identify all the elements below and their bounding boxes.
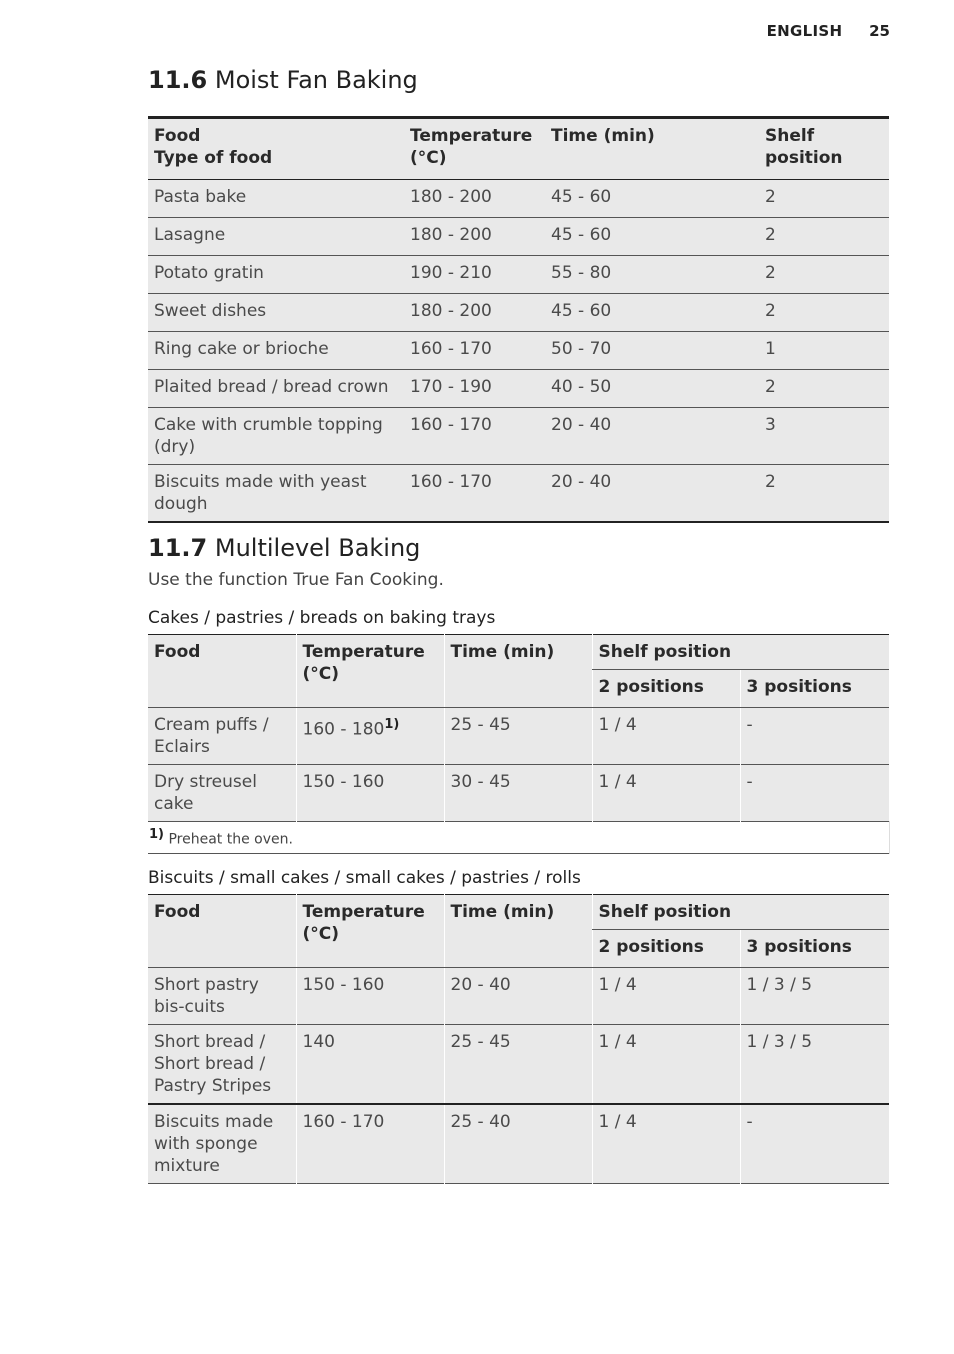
section-title	[148, 534, 889, 562]
cell-shelf: 2	[759, 218, 889, 256]
table-header-row	[148, 118, 889, 180]
cell-time: 25 - 45	[444, 708, 592, 765]
table-row	[148, 1024, 889, 1104]
cell-time: 40 - 50	[545, 370, 759, 408]
header-time: Time (min)	[444, 894, 592, 967]
cell-food: Plaited bread / bread crown	[148, 370, 404, 408]
table-row	[148, 765, 889, 822]
section-moist-fan-baking	[148, 66, 889, 523]
header-food: Food	[148, 894, 296, 967]
table-row	[148, 332, 889, 370]
temperature-value: 160 - 180	[302, 719, 385, 740]
moist-fan-baking-table	[148, 116, 889, 523]
cell-temperature: 160 - 170	[404, 465, 545, 523]
table-row	[148, 967, 889, 1024]
header-3-positions: 3 positions	[740, 929, 889, 967]
cell-3-positions: -	[740, 765, 889, 822]
cell-shelf: 3	[759, 408, 889, 465]
header-temperature: Temperature (°C)	[296, 635, 444, 708]
table-row	[148, 370, 889, 408]
header-2-positions: 2 positions	[592, 670, 740, 708]
header-food-label: Food	[154, 126, 201, 146]
table-row	[148, 1104, 889, 1184]
section-number: 11.7	[148, 534, 208, 562]
cell-temperature	[296, 708, 444, 765]
cell-temperature: 180 - 200	[404, 218, 545, 256]
cell-shelf: 2	[759, 294, 889, 332]
footnote-row	[148, 822, 889, 854]
cell-shelf: 2	[759, 180, 889, 218]
cakes-pastries-table	[148, 634, 890, 854]
section-number: 11.6	[148, 66, 208, 94]
section-intro: Use the function True Fan Cooking.	[148, 570, 444, 590]
cell-food: Sweet dishes	[148, 294, 404, 332]
table-row	[148, 256, 889, 294]
footnote-marker: 1)	[149, 827, 164, 842]
cell-time: 25 - 40	[444, 1104, 592, 1184]
cell-food: Short bread / Short bread / Pastry Stripes	[148, 1024, 296, 1104]
cell-time: 20 - 40	[545, 408, 759, 465]
cell-food: Potato gratin	[148, 256, 404, 294]
section-title-text: Multilevel Baking	[214, 534, 421, 562]
header-time: Time (min)	[545, 118, 759, 180]
cell-time: 25 - 45	[444, 1024, 592, 1104]
cell-shelf: 1	[759, 332, 889, 370]
table-subheading: Cakes / pastries / breads on baking trays	[148, 608, 496, 628]
cell-temperature: 150 - 160	[296, 765, 444, 822]
cell-food: Biscuits made with yeast dough	[148, 465, 404, 523]
header-temperature: Temperature (°C)	[404, 118, 545, 180]
table-row	[148, 294, 889, 332]
cell-shelf: 2	[759, 256, 889, 294]
header-shelf: Shelf position	[592, 635, 889, 670]
header-type-label: Type of food	[154, 148, 273, 168]
cell-food: Biscuits made with sponge mixture	[148, 1104, 296, 1184]
cell-3-positions: -	[740, 708, 889, 765]
table-row	[148, 218, 889, 256]
page-number: 25	[869, 22, 890, 40]
header-time: Time (min)	[444, 635, 592, 708]
biscuits-table	[148, 894, 889, 1184]
cell-temperature: 150 - 160	[296, 967, 444, 1024]
cell-food: Cake with crumble topping (dry)	[148, 408, 404, 465]
cell-temperature: 180 - 200	[404, 180, 545, 218]
header-shelf: Shelf position	[592, 894, 889, 929]
header-temperature: Temperature (°C)	[296, 894, 444, 967]
cell-3-positions: -	[740, 1104, 889, 1184]
cell-time: 20 - 40	[545, 465, 759, 523]
cell-time: 20 - 40	[444, 967, 592, 1024]
footnote-text: Preheat the oven.	[168, 831, 293, 848]
cell-food: Lasagne	[148, 218, 404, 256]
cell-time: 30 - 45	[444, 765, 592, 822]
cell-temperature: 180 - 200	[404, 294, 545, 332]
cell-2-positions: 1 / 4	[592, 708, 740, 765]
section-title-text: Moist Fan Baking	[214, 66, 418, 94]
header-shelf: Shelf position	[759, 118, 889, 180]
cell-time: 45 - 60	[545, 180, 759, 218]
cell-temperature: 170 - 190	[404, 370, 545, 408]
section-multilevel-baking	[148, 534, 889, 1184]
footnote	[148, 822, 889, 854]
table-row	[148, 465, 889, 523]
table-header-row	[148, 635, 889, 670]
cell-food: Ring cake or brioche	[148, 332, 404, 370]
cell-3-positions: 1 / 3 / 5	[740, 1024, 889, 1104]
header-2-positions: 2 positions	[592, 929, 740, 967]
cell-temperature: 160 - 170	[404, 408, 545, 465]
table-subheading: Biscuits / small cakes / small cakes / pastries / rolls	[148, 867, 581, 888]
cell-time: 45 - 60	[545, 294, 759, 332]
page-header	[767, 22, 890, 40]
cell-shelf: 2	[759, 465, 889, 523]
cell-food: Short pastry bis-cuits	[148, 967, 296, 1024]
cell-temperature: 160 - 170	[296, 1104, 444, 1184]
cell-temperature: 190 - 210	[404, 256, 545, 294]
cell-2-positions: 1 / 4	[592, 765, 740, 822]
language-label: ENGLISH	[766, 22, 843, 40]
table-row	[148, 408, 889, 465]
table-row	[148, 180, 889, 218]
table-row	[148, 708, 889, 765]
section-title	[148, 66, 889, 94]
cell-2-positions: 1 / 4	[592, 967, 740, 1024]
header-food	[148, 118, 404, 180]
cell-time: 50 - 70	[545, 332, 759, 370]
cell-food: Cream puffs / Eclairs	[148, 708, 296, 765]
cell-temperature: 160 - 170	[404, 332, 545, 370]
footnote-marker: 1)	[384, 717, 400, 732]
cell-food: Dry streusel cake	[148, 765, 296, 822]
header-food: Food	[148, 635, 296, 708]
cell-2-positions: 1 / 4	[592, 1104, 740, 1184]
cell-time: 45 - 60	[545, 218, 759, 256]
cell-temperature: 140	[296, 1024, 444, 1104]
cell-2-positions: 1 / 4	[592, 1024, 740, 1104]
table-header-row	[148, 894, 889, 929]
cell-3-positions: 1 / 3 / 5	[740, 967, 889, 1024]
cell-time: 55 - 80	[545, 256, 759, 294]
header-3-positions: 3 positions	[740, 670, 889, 708]
cell-food: Pasta bake	[148, 180, 404, 218]
cell-shelf: 2	[759, 370, 889, 408]
